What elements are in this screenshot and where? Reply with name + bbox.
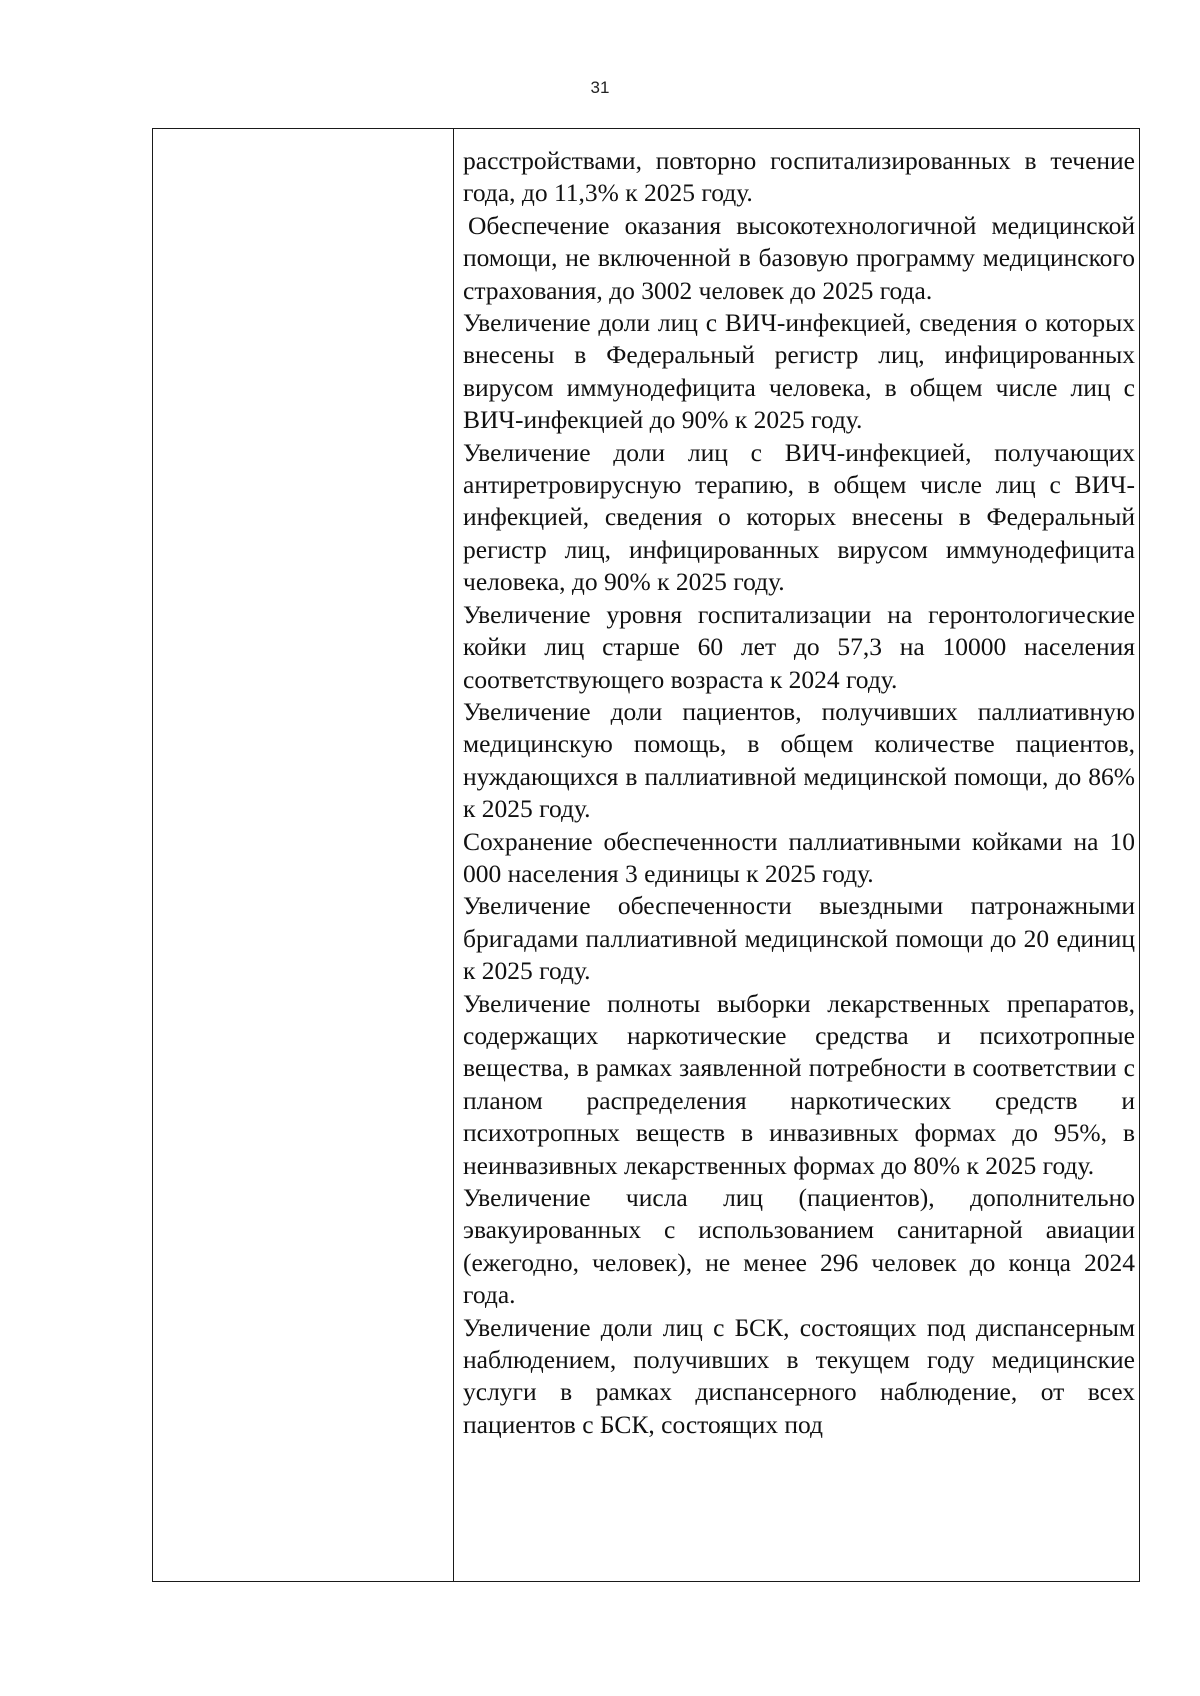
table-right-cell bbox=[463, 145, 1135, 1441]
table-left-cell bbox=[153, 129, 453, 1581]
paragraph-air-ambulance: Увеличение числа лиц (пациентов), дополнительно эвакуированных с использованием санитарной авиации (ежегодно, человек), не менее 296 человек до конца 2024 года. bbox=[463, 1183, 1135, 1310]
paragraph-palliative-teams: Увеличение обеспеченности выездными патронажными бригадами паллиативной медицинской помощи до 20 единиц к 2025 году. bbox=[463, 891, 1135, 986]
targets-table bbox=[152, 128, 1140, 1582]
paragraph-bsk-dispensary: Увеличение доли лиц с БСК, состоящих под диспансерным наблюдением, получивших в текущем году медицинские услуги в рамках диспансерного наблюдение, от всех пациентов с БСК, состоящих под bbox=[463, 1312, 1135, 1439]
paragraph-narcotic-drugs: Увеличение полноты выборки лекарственных препаратов, содержащих наркотические средства и психотропные вещества, в рамках заявленной потребности в соответствии с планом распределения наркотических средств и психотропных веществ в инвазивных формах до 95%, в неинвазивных лекарственных формах до 80% к 2025 году. bbox=[463, 988, 1135, 1180]
paragraph-gerontology-beds: Увеличение уровня госпитализации на геронтологические койки лиц старше 60 лет до 57,3 на 10000 населения соответствующего возраста к 2024 году. bbox=[463, 599, 1135, 694]
paragraph-palliative-share: Увеличение доли пациентов, получивших паллиативную медицинскую помощь, в общем количестве пациентов, нуждающихся в паллиативной медицинской помощи, до 86% к 2025 году. bbox=[463, 696, 1135, 824]
paragraph-palliative-beds: Сохранение обеспеченности паллиативными койками на 10 000 населения 3 единицы к 2025 году. bbox=[463, 826, 1135, 888]
column-divider bbox=[453, 129, 454, 1581]
paragraph-hiv-register: Увеличение доли лиц с ВИЧ-инфекцией, сведения о которых внесены в Федеральный регистр лиц, инфицированных вирусом иммунодефицита человека, в общем числе лиц с ВИЧ-инфекцией до 90% к 2025 году. bbox=[463, 308, 1135, 435]
paragraph-high-tech-care: Обеспечение оказания высокотехнологичной медицинской помощи, не включенной в базовую программу медицинского страхования, до 3002 человек до 2025 года. bbox=[463, 210, 1135, 305]
page-number: 31 bbox=[590, 78, 610, 97]
paragraph-psychiatric-rehospitalization: расстройствами, повторно госпитализированных в течение года, до 11,3% к 2025 году. bbox=[463, 146, 1135, 208]
paragraph-hiv-therapy: Увеличение доли лиц с ВИЧ-инфекцией, получающих антиретровирусную терапию, в общем числе лиц с ВИЧ-инфекцией, сведения о которых внесены в Федеральный регистр лиц, инфицированных вирусом иммунодефицита человека, до 90% к 2025 году. bbox=[463, 437, 1135, 597]
